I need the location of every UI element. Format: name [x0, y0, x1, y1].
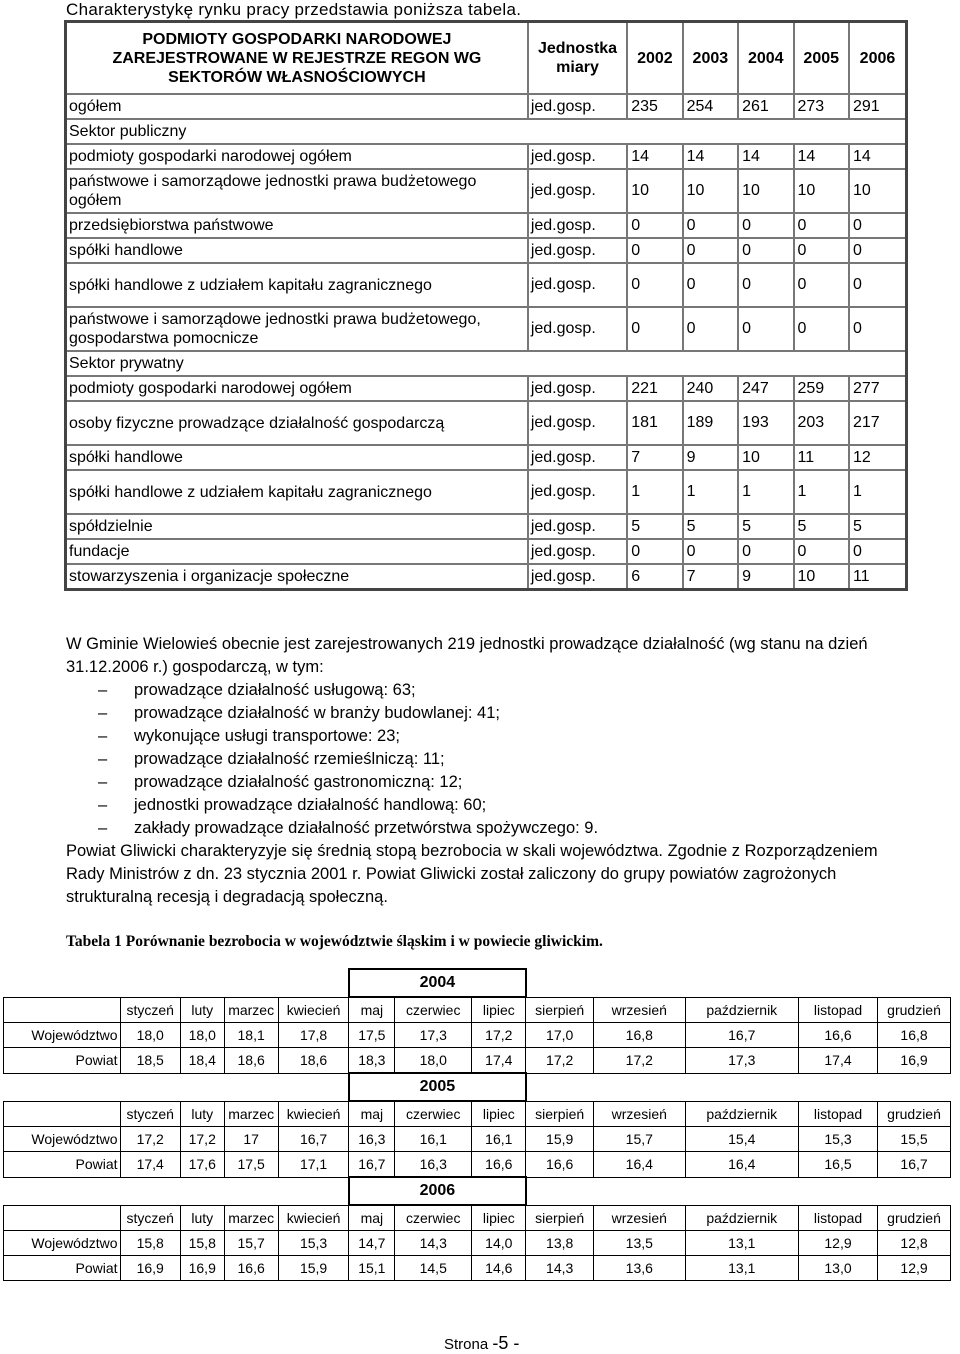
- value-cell: 0: [738, 213, 793, 238]
- month-header: czerwiec: [395, 997, 472, 1023]
- rate-cell: 17,4: [798, 1048, 877, 1074]
- rate-cell: 16,8: [594, 1023, 686, 1048]
- region-label: Powiat: [4, 1048, 121, 1074]
- month-header: październik: [685, 1101, 798, 1127]
- value-cell: 254: [683, 94, 738, 119]
- value-cell: 10: [794, 169, 849, 213]
- row-unit: jed.gosp.: [528, 445, 627, 470]
- section-row: [66, 351, 907, 376]
- rate-cell: 16,1: [395, 1127, 472, 1152]
- rate-cell: 15,9: [526, 1127, 594, 1152]
- rate-cell: 15,5: [878, 1127, 951, 1152]
- value-cell: 0: [849, 238, 907, 263]
- value-cell: 0: [683, 307, 738, 351]
- value-cell: 0: [627, 213, 682, 238]
- header-sector-label: PODMIOTY GOSPODARKI NARODOWEJ ZAREJESTROWANE W REJESTRZE REGON WG SEKTORÓW WŁASNOŚCIOWYCH: [66, 22, 528, 95]
- value-cell: 14: [683, 144, 738, 169]
- header-year: 2004: [738, 22, 793, 95]
- year-row: [4, 969, 951, 997]
- data-row: [66, 307, 907, 351]
- list-item: – wykonujące usługi transportowe: 23;: [66, 725, 916, 748]
- rate-cell: 17,2: [180, 1127, 224, 1152]
- rate-cell: 16,7: [685, 1023, 798, 1048]
- row-label: podmioty gospodarki narodowej ogółem: [66, 376, 528, 401]
- value-cell: 0: [738, 307, 793, 351]
- data-row: [66, 539, 907, 564]
- table-row: [4, 1048, 951, 1074]
- rate-cell: 17,8: [278, 1023, 349, 1048]
- data-row: [66, 169, 907, 213]
- rate-cell: 18,1: [224, 1023, 278, 1048]
- month-header: grudzień: [878, 1205, 951, 1231]
- rate-cell: 14,0: [472, 1231, 526, 1256]
- value-cell: 203: [794, 401, 849, 445]
- value-cell: 259: [794, 376, 849, 401]
- rate-cell: 17,1: [278, 1152, 349, 1178]
- rate-cell: 15,7: [224, 1231, 278, 1256]
- rate-cell: 12,9: [878, 1256, 951, 1281]
- rate-cell: 16,3: [395, 1152, 472, 1178]
- row-unit: jed.gosp.: [528, 144, 627, 169]
- list-item: – zakłady prowadzące działalność przetwórstwa spożywczego: 9.: [66, 817, 916, 840]
- value-cell: 0: [794, 238, 849, 263]
- month-header: listopad: [798, 997, 877, 1023]
- rate-cell: 18,0: [120, 1023, 180, 1048]
- row-label: spółki handlowe z udziałem kapitału zagranicznego: [66, 263, 528, 307]
- value-cell: 14: [738, 144, 793, 169]
- section-label: Sektor publiczny: [66, 119, 907, 144]
- header-unit: Jednostka miary: [528, 22, 627, 95]
- list-item: – jednostki prowadzące działalność handlową: 60;: [66, 794, 916, 817]
- regon-table: [64, 20, 908, 591]
- data-row: [66, 445, 907, 470]
- rate-cell: 14,7: [349, 1231, 395, 1256]
- value-cell: 10: [683, 169, 738, 213]
- spacer-cell: [4, 1073, 349, 1101]
- value-cell: 0: [683, 539, 738, 564]
- unemployment-table: [3, 968, 951, 1281]
- month-header: marzec: [224, 1101, 278, 1127]
- rate-cell: 16,3: [349, 1127, 395, 1152]
- value-cell: 10: [738, 445, 793, 470]
- row-label: spółki handlowe: [66, 445, 528, 470]
- rate-cell: 16,8: [878, 1023, 951, 1048]
- value-cell: 10: [849, 169, 907, 213]
- rate-cell: 17,0: [526, 1023, 594, 1048]
- value-cell: 0: [794, 307, 849, 351]
- month-header: lipiec: [472, 1101, 526, 1127]
- rate-cell: 16,6: [798, 1023, 877, 1048]
- month-header: maj: [349, 997, 395, 1023]
- region-label: Powiat: [4, 1152, 121, 1178]
- data-row: [66, 213, 907, 238]
- value-cell: 189: [683, 401, 738, 445]
- month-header: luty: [180, 1205, 224, 1231]
- value-cell: 0: [794, 263, 849, 307]
- months-row: [4, 997, 951, 1023]
- month-header: wrzesień: [594, 997, 686, 1023]
- year-heading: 2004: [349, 969, 526, 997]
- paragraph-after: Powiat Gliwicki charakteryzyje się średnią stopą bezrobocia w skali województwa. Zgodnie z Rozporządzeniem Rady Ministrów z dn. 23 stycznia 2001 r. Powiat Gliwicki został zaliczony do grupy powiatów zagrożonych strukturalną recesją i degradacją społeczną.: [66, 842, 878, 906]
- spacer-cell: [4, 1177, 349, 1205]
- rate-cell: 15,7: [594, 1127, 686, 1152]
- months-row: [4, 1205, 951, 1231]
- value-cell: 0: [627, 263, 682, 307]
- list-item: – prowadzące działalność gastronomiczną: 12;: [66, 771, 916, 794]
- value-cell: 217: [849, 401, 907, 445]
- rate-cell: 17,2: [120, 1127, 180, 1152]
- value-cell: 0: [738, 539, 793, 564]
- row-label: fundacje: [66, 539, 528, 564]
- row-unit: jed.gosp.: [528, 539, 627, 564]
- value-cell: 247: [738, 376, 793, 401]
- value-cell: 235: [627, 94, 682, 119]
- row-label: ogółem: [66, 94, 528, 119]
- table-caption: Tabela 1 Porównanie bezrobocia w województwie śląskim i w powiecie gliwickim.: [66, 933, 603, 950]
- list-item: – prowadzące działalność rzemieślniczą: 11;: [66, 748, 916, 771]
- row-unit: jed.gosp.: [528, 213, 627, 238]
- section-row: [66, 119, 907, 144]
- rate-cell: 17,4: [120, 1152, 180, 1178]
- data-row: [66, 144, 907, 169]
- value-cell: 221: [627, 376, 682, 401]
- value-cell: 7: [683, 564, 738, 590]
- spacer-cell: [4, 969, 349, 997]
- data-row: [66, 94, 907, 119]
- rate-cell: 17,2: [594, 1048, 686, 1074]
- data-row: [66, 564, 907, 590]
- rate-cell: 17,3: [685, 1048, 798, 1074]
- value-cell: 273: [794, 94, 849, 119]
- month-header: marzec: [224, 997, 278, 1023]
- value-cell: 291: [849, 94, 907, 119]
- corner-cell: [4, 1205, 121, 1231]
- rate-cell: 14,3: [395, 1231, 472, 1256]
- list-item: – prowadzące działalność usługową: 63;: [66, 679, 916, 702]
- value-cell: 1: [849, 470, 907, 514]
- intro-text: Charakterystykę rynku pracy przedstawia poniższa tabela.: [66, 0, 522, 19]
- value-cell: 14: [627, 144, 682, 169]
- rate-cell: 15,8: [180, 1231, 224, 1256]
- rate-cell: 18,0: [180, 1023, 224, 1048]
- value-cell: 14: [794, 144, 849, 169]
- header-year: 2005: [794, 22, 849, 95]
- month-header: sierpień: [526, 997, 594, 1023]
- table-row: [4, 1127, 951, 1152]
- value-cell: 0: [738, 238, 793, 263]
- description-paragraph: [66, 633, 916, 909]
- data-row: [66, 514, 907, 539]
- rate-cell: 16,9: [120, 1256, 180, 1281]
- rate-cell: 13,8: [526, 1231, 594, 1256]
- rate-cell: 17,4: [472, 1048, 526, 1074]
- value-cell: 9: [683, 445, 738, 470]
- month-header: kwiecień: [278, 1101, 349, 1127]
- rate-cell: 12,8: [878, 1231, 951, 1256]
- value-cell: 181: [627, 401, 682, 445]
- month-header: wrzesień: [594, 1101, 686, 1127]
- rate-cell: 15,3: [798, 1127, 877, 1152]
- rate-cell: 17,2: [472, 1023, 526, 1048]
- list-item: – prowadzące działalność w branży budowlanej: 41;: [66, 702, 916, 725]
- rate-cell: 16,6: [472, 1152, 526, 1178]
- value-cell: 193: [738, 401, 793, 445]
- month-header: lipiec: [472, 997, 526, 1023]
- region-label: Powiat: [4, 1256, 121, 1281]
- row-unit: jed.gosp.: [528, 514, 627, 539]
- row-label: spółki handlowe: [66, 238, 528, 263]
- value-cell: 1: [738, 470, 793, 514]
- rate-cell: 18,6: [278, 1048, 349, 1074]
- row-label: państwowe i samorządowe jednostki prawa budżetowego ogółem: [66, 169, 528, 213]
- value-cell: 11: [849, 564, 907, 590]
- month-header: grudzień: [878, 1101, 951, 1127]
- header-year: 2002: [627, 22, 682, 95]
- spacer-cell: [526, 1177, 951, 1205]
- value-cell: 0: [794, 539, 849, 564]
- row-unit: jed.gosp.: [528, 401, 627, 445]
- year-row: [4, 1177, 951, 1205]
- month-header: maj: [349, 1205, 395, 1231]
- value-cell: 0: [794, 213, 849, 238]
- data-row: [66, 470, 907, 514]
- rate-cell: 14,3: [526, 1256, 594, 1281]
- row-label: podmioty gospodarki narodowej ogółem: [66, 144, 528, 169]
- rate-cell: 15,9: [278, 1256, 349, 1281]
- value-cell: 7: [627, 445, 682, 470]
- month-header: luty: [180, 997, 224, 1023]
- rate-cell: 17,3: [395, 1023, 472, 1048]
- value-cell: 10: [738, 169, 793, 213]
- table-row: [4, 1152, 951, 1178]
- value-cell: 0: [849, 213, 907, 238]
- month-header: marzec: [224, 1205, 278, 1231]
- rate-cell: 15,1: [349, 1256, 395, 1281]
- rate-cell: 17,2: [526, 1048, 594, 1074]
- value-cell: 0: [849, 263, 907, 307]
- value-cell: 0: [683, 213, 738, 238]
- data-row: [66, 376, 907, 401]
- row-label: stowarzyszenia i organizacje społeczne: [66, 564, 528, 590]
- corner-cell: [4, 1101, 121, 1127]
- value-cell: 1: [683, 470, 738, 514]
- month-header: czerwiec: [395, 1101, 472, 1127]
- region-label: Województwo: [4, 1231, 121, 1256]
- row-label: spółdzielnie: [66, 514, 528, 539]
- rate-cell: 18,6: [224, 1048, 278, 1074]
- rate-cell: 16,6: [526, 1152, 594, 1178]
- month-header: styczeń: [120, 997, 180, 1023]
- rate-cell: 12,9: [798, 1231, 877, 1256]
- data-row: [66, 263, 907, 307]
- row-unit: jed.gosp.: [528, 238, 627, 263]
- activity-list: [66, 679, 916, 840]
- value-cell: 10: [627, 169, 682, 213]
- rate-cell: 15,8: [120, 1231, 180, 1256]
- value-cell: 5: [794, 514, 849, 539]
- year-heading: 2006: [349, 1177, 526, 1205]
- rate-cell: 16,6: [224, 1256, 278, 1281]
- rate-cell: 16,7: [349, 1152, 395, 1178]
- value-cell: 0: [738, 263, 793, 307]
- corner-cell: [4, 997, 121, 1023]
- rate-cell: 16,7: [878, 1152, 951, 1178]
- row-label: państwowe i samorządowe jednostki prawa budżetowego, gospodarstwa pomocnicze: [66, 307, 528, 351]
- rate-cell: 14,6: [472, 1256, 526, 1281]
- value-cell: 0: [849, 539, 907, 564]
- rate-cell: 16,9: [878, 1048, 951, 1074]
- month-header: styczeń: [120, 1205, 180, 1231]
- table-row: [4, 1256, 951, 1281]
- rate-cell: 16,5: [798, 1152, 877, 1178]
- rate-cell: 17,5: [349, 1023, 395, 1048]
- rate-cell: 13,0: [798, 1256, 877, 1281]
- page-footer: [444, 1333, 519, 1354]
- table-row: [4, 1231, 951, 1256]
- rate-cell: 17,5: [224, 1152, 278, 1178]
- rate-cell: 13,1: [685, 1231, 798, 1256]
- year-row: [4, 1073, 951, 1101]
- spacer-cell: [526, 969, 951, 997]
- region-label: Województwo: [4, 1127, 121, 1152]
- row-unit: jed.gosp.: [528, 263, 627, 307]
- row-label: przedsiębiorstwa państwowe: [66, 213, 528, 238]
- value-cell: 5: [627, 514, 682, 539]
- value-cell: 0: [683, 263, 738, 307]
- rate-cell: 18,4: [180, 1048, 224, 1074]
- region-label: Województwo: [4, 1023, 121, 1048]
- rate-cell: 16,1: [472, 1127, 526, 1152]
- rate-cell: 15,4: [685, 1127, 798, 1152]
- value-cell: 0: [627, 539, 682, 564]
- row-unit: jed.gosp.: [528, 470, 627, 514]
- month-header: kwiecień: [278, 1205, 349, 1231]
- table-row: [4, 1023, 951, 1048]
- value-cell: 5: [738, 514, 793, 539]
- row-unit: jed.gosp.: [528, 564, 627, 590]
- section-label: Sektor prywatny: [66, 351, 907, 376]
- row-unit: jed.gosp.: [528, 169, 627, 213]
- rate-cell: 18,0: [395, 1048, 472, 1074]
- value-cell: 1: [627, 470, 682, 514]
- value-cell: 11: [794, 445, 849, 470]
- value-cell: 5: [849, 514, 907, 539]
- value-cell: 240: [683, 376, 738, 401]
- month-header: maj: [349, 1101, 395, 1127]
- month-header: lipiec: [472, 1205, 526, 1231]
- paragraph-lead: W Gminie Wielowieś obecnie jest zarejestrowanych 219 jednostki prowadzące działalność (wg stanu na dzień 31.12.2006 r.) gospodarczą, w tym:: [66, 635, 868, 676]
- month-header: styczeń: [120, 1101, 180, 1127]
- value-cell: 5: [683, 514, 738, 539]
- value-cell: 0: [627, 238, 682, 263]
- rate-cell: 13,1: [685, 1256, 798, 1281]
- value-cell: 0: [683, 238, 738, 263]
- row-unit: jed.gosp.: [528, 94, 627, 119]
- row-label: osoby fizyczne prowadzące działalność gospodarczą: [66, 401, 528, 445]
- rate-cell: 17,6: [180, 1152, 224, 1178]
- rate-cell: 16,4: [594, 1152, 686, 1178]
- row-unit: jed.gosp.: [528, 307, 627, 351]
- month-header: kwiecień: [278, 997, 349, 1023]
- value-cell: 277: [849, 376, 907, 401]
- row-unit: jed.gosp.: [528, 376, 627, 401]
- value-cell: 261: [738, 94, 793, 119]
- month-header: sierpień: [526, 1101, 594, 1127]
- month-header: listopad: [798, 1101, 877, 1127]
- spacer-cell: [526, 1073, 951, 1101]
- month-header: październik: [685, 997, 798, 1023]
- header-year: 2006: [849, 22, 907, 95]
- year-heading: 2005: [349, 1073, 526, 1101]
- data-row: [66, 401, 907, 445]
- rate-cell: 14,5: [395, 1256, 472, 1281]
- rate-cell: 16,9: [180, 1256, 224, 1281]
- data-row: [66, 238, 907, 263]
- value-cell: 0: [849, 307, 907, 351]
- footer-label: Strona: [444, 1336, 489, 1353]
- value-cell: 10: [794, 564, 849, 590]
- value-cell: 12: [849, 445, 907, 470]
- rate-cell: 18,5: [120, 1048, 180, 1074]
- months-row: [4, 1101, 951, 1127]
- rate-cell: 13,6: [594, 1256, 686, 1281]
- month-header: wrzesień: [594, 1205, 686, 1231]
- value-cell: 14: [849, 144, 907, 169]
- month-header: listopad: [798, 1205, 877, 1231]
- rate-cell: 18,3: [349, 1048, 395, 1074]
- value-cell: 6: [627, 564, 682, 590]
- rate-cell: 15,3: [278, 1231, 349, 1256]
- month-header: październik: [685, 1205, 798, 1231]
- header-year: 2003: [683, 22, 738, 95]
- rate-cell: 16,7: [278, 1127, 349, 1152]
- value-cell: 1: [794, 470, 849, 514]
- value-cell: 0: [627, 307, 682, 351]
- rate-cell: 17: [224, 1127, 278, 1152]
- month-header: czerwiec: [395, 1205, 472, 1231]
- month-header: grudzień: [878, 997, 951, 1023]
- row-label: spółki handlowe z udziałem kapitału zagranicznego: [66, 470, 528, 514]
- page-number: -5 -: [492, 1333, 520, 1353]
- regon-header-row: [66, 22, 907, 95]
- month-header: sierpień: [526, 1205, 594, 1231]
- rate-cell: 16,4: [685, 1152, 798, 1178]
- rate-cell: 13,5: [594, 1231, 686, 1256]
- month-header: luty: [180, 1101, 224, 1127]
- value-cell: 9: [738, 564, 793, 590]
